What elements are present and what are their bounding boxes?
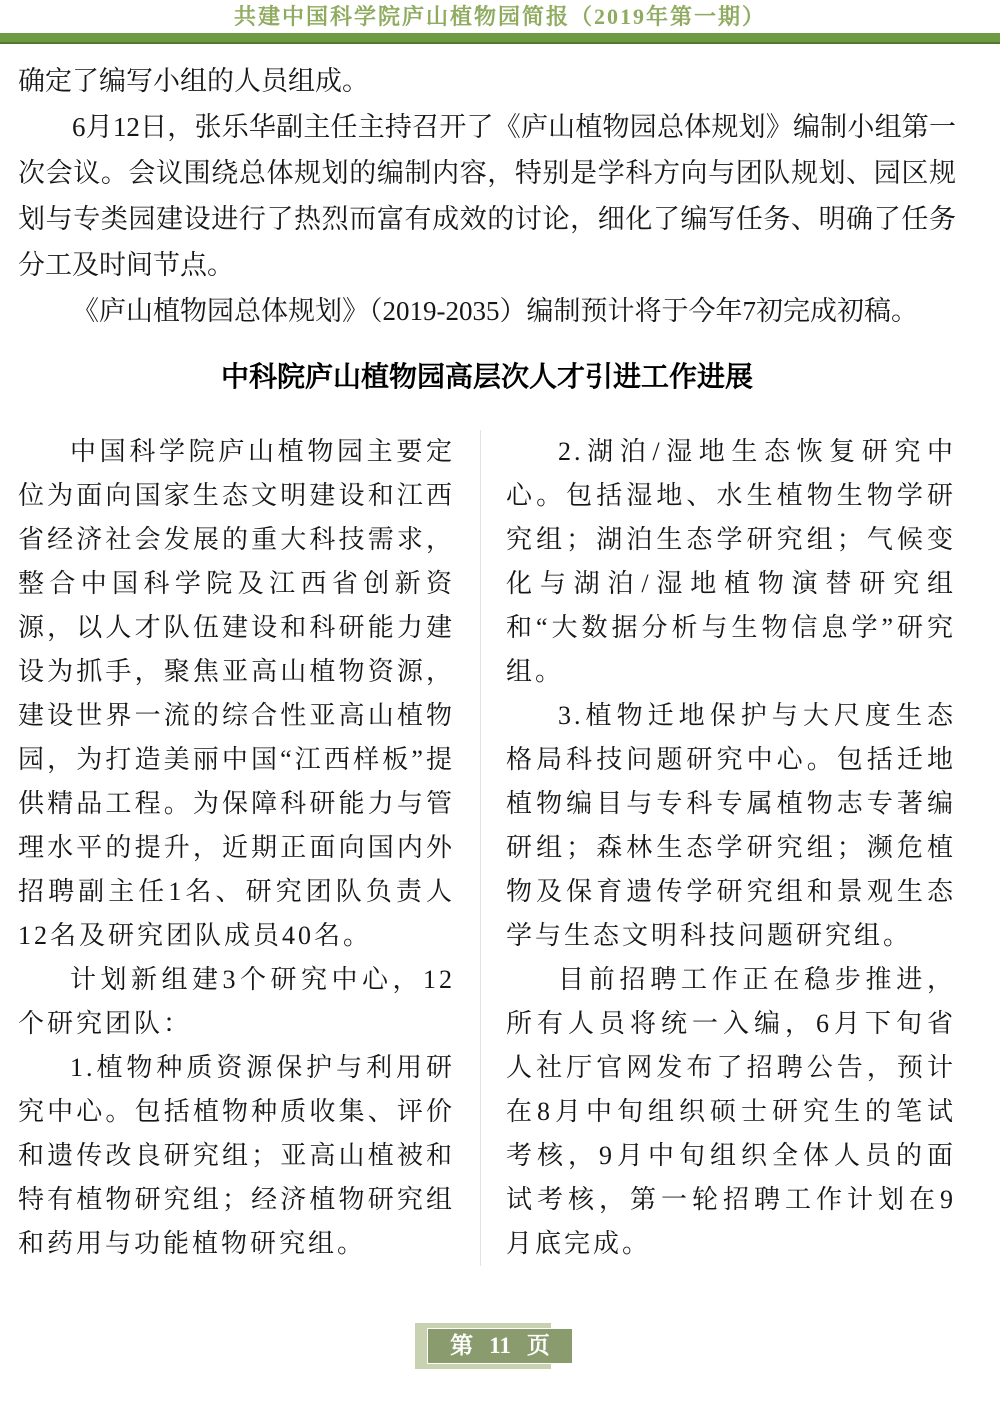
article-paragraph: 3.植物迁地保护与大尺度生态格局科技问题研究中心。包括迁地植物编目与专科专属植物志专著编研组；森林生态学研究组；濒危植物及保育遗传学研究组和景观生态学与生态文明科技问题研究组。 [506, 701, 956, 950]
page-number-badge-wrap [427, 1328, 573, 1364]
article-paragraph: 2.湖泊/湿地生态恢复研究中心。包括湿地、水生植物生物学研究组；湖泊生态学研究组；气候变化与湖泊/湿地植物演替研究组和“大数据分析与生物信息学”研究组。 [506, 437, 956, 686]
page-content [0, 58, 1000, 1266]
article-paragraph: 计划新组建3个研究中心，12个研究团队： [18, 965, 455, 1038]
page-footer [0, 1328, 1000, 1364]
header-rule [0, 33, 1000, 44]
two-column-section [18, 430, 956, 1266]
page-number-prefix: 第 [450, 1333, 474, 1358]
article-paragraph: 目前招聘工作正在稳步推进，所有人员将统一入编，6月下旬省人社厅官网发布了招聘公告，预计在8月中旬组织硕士研究生的笔试考核，9月中旬组织全体人员的面试考核，第一轮招聘工作计划在9月底完成。 [506, 965, 956, 1258]
left-column [18, 430, 455, 1266]
page-number-badge [427, 1328, 573, 1364]
article-paragraph: 1.植物种质资源保护与利用研究中心。包括植物种质收集、评价和遗传改良研究组；亚高山植被和特有植物研究组；经济植物研究组和药用与功能植物研究组。 [18, 1053, 455, 1258]
article-paragraph: 中国科学院庐山植物园主要定位为面向国家生态文明建设和江西省经济社会发展的重大科技需求，整合中国科学院及江西省创新资源，以人才队伍建设和科研能力建设为抓手，聚焦亚高山植物资源，建设世界一流的综合性亚高山植物园，为打造美丽中国“江西样板”提供精品工程。为保障科研能力与管理水平的提升，近期正面向国内外招聘副主任1名、研究团队负责人12名及研究团队成员40名。 [18, 437, 455, 950]
page-number: 11 [489, 1333, 511, 1358]
intro-paragraph: 《庐山植物园总体规划》（2019-2035）编制预计将于今年7初完成初稿。 [72, 296, 918, 326]
article-heading: 中科院庐山植物园高层次人才引进工作进展 [220, 361, 753, 392]
intro-paragraph: 6月12日，张乐华副主任主持召开了《庐山植物园总体规划》编制小组第一次会议。会议围绕总体规划的编制内容，特别是学科方向与团队规划、园区规划与专类园建设进行了热烈而富有成效的讨论，细化了编写任务、明确了任务分工及时间节点。 [18, 112, 956, 280]
page-number-suffix: 页 [526, 1333, 550, 1358]
intro-section [18, 58, 956, 334]
page-header-title: 共建中国科学院庐山植物园简报（2019年第一期） [233, 4, 766, 29]
right-column [481, 430, 956, 1266]
intro-paragraph: 确定了编写小组的人员组成。 [18, 66, 369, 96]
